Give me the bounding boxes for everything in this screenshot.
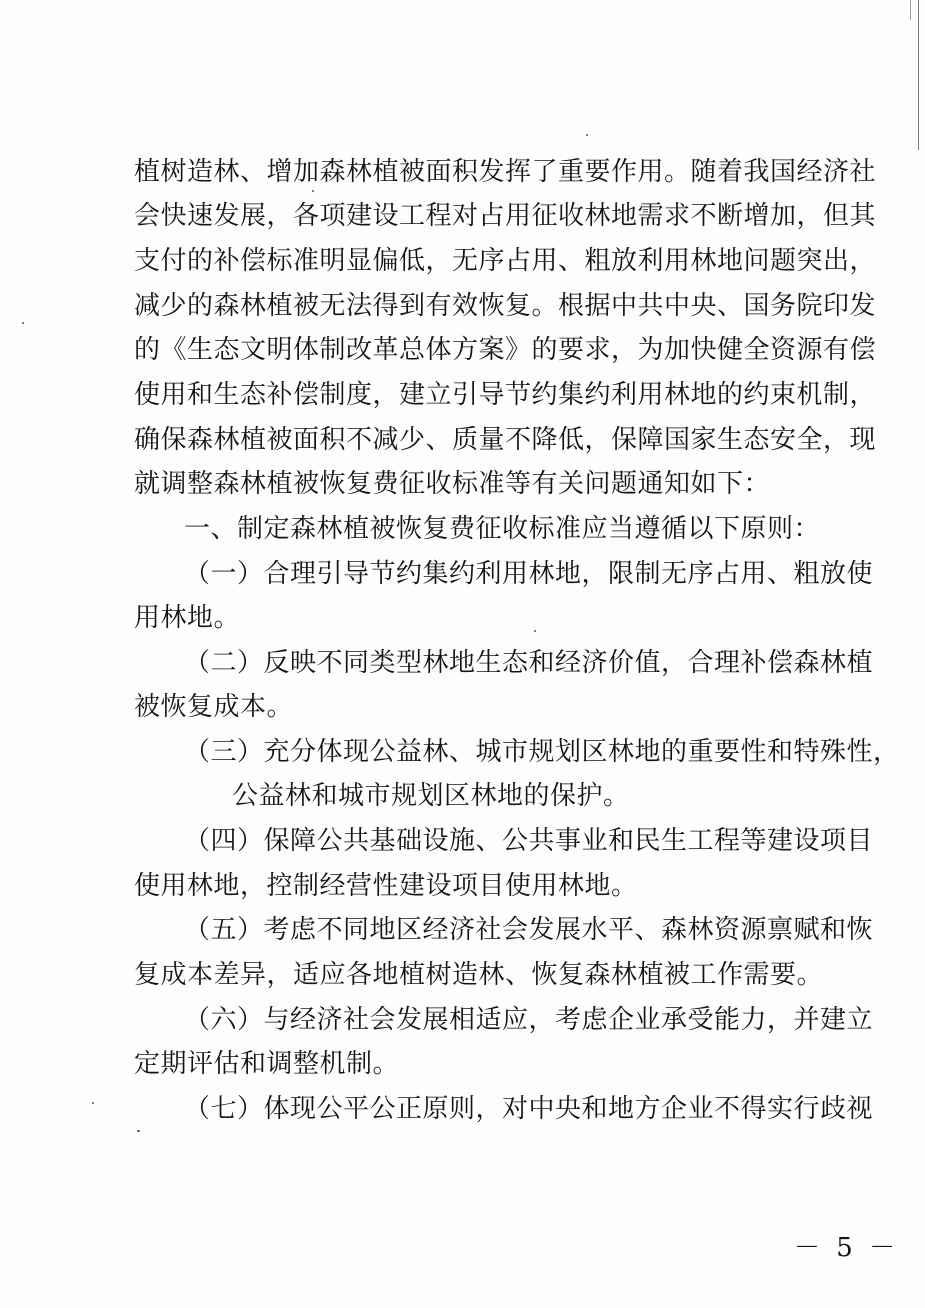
scan-edge-mark [910, 0, 911, 20]
text-line: （六）与经济社会发展相适应，考虑企业承受能力，并建立 [184, 1005, 874, 1035]
section-heading: 一、制定森林植被恢复费征收标准应当遵循以下原则： [184, 514, 821, 544]
text-line: 使用林地，控制经营性建设项目使用林地。 [134, 871, 638, 901]
text-line: 用林地。 [134, 603, 241, 633]
text-line: （一）合理引导节约集约利用林地，限制无序占用、粗放使 [184, 559, 874, 589]
text-line: （四）保障公共基础设施、公共事业和民生工程等建设项目 [184, 826, 874, 856]
text-line: 使用和生态补偿制度，建立引导节约集约利用林地的约束机制， [134, 380, 877, 410]
scan-speck [22, 322, 24, 324]
text-line: 会快速发展，各项建设工程对占用征收林地需求不断增加，但其 [134, 201, 877, 231]
scan-speck [534, 630, 536, 632]
scan-speck [586, 134, 588, 136]
text-line: （三）充分体现公益林、城市规划区林地的重要性和特殊性， [184, 737, 900, 767]
text-line: 的《生态文明体制改革总体方案》的要求，为加快健全资源有偿 [134, 335, 877, 365]
text-line: 公益林和城市规划区林地的保护。 [232, 781, 630, 811]
text-line: 减少的森林植被无法得到有效恢复。根据中共中央、国务院印发 [134, 291, 877, 321]
text-line: 植树造林、增加森林植被面积发挥了重要作用。随着我国经济社 [134, 157, 877, 187]
text-line: 就调整森林植被恢复费征收标准等有关问题通知如下： [134, 469, 771, 499]
text-line: （五）考虑不同地区经济社会发展水平、森林资源禀赋和恢 [184, 915, 874, 945]
text-line: 被恢复成本。 [134, 692, 294, 722]
scan-speck [137, 1130, 140, 1132]
scan-speck [92, 1102, 94, 1104]
text-line: 复成本差异，适应各地植树造林、恢复森林植被工作需要。 [134, 960, 824, 990]
scan-speck [312, 190, 314, 192]
text-line: 定期评估和调整机制。 [134, 1049, 400, 1079]
text-line: （七）体现公平公正原则，对中央和地方企业不得实行歧视 [184, 1094, 874, 1124]
text-line: （二）反映不同类型林地生态和经济价值，合理补偿森林植 [184, 648, 874, 678]
text-line: 支付的补偿标准明显偏低，无序占用、粗放利用林地问题突出， [134, 246, 877, 276]
text-line: 确保森林植被面积不减少、质量不降低，保障国家生态安全，现 [134, 425, 877, 455]
scan-edge-line [918, 0, 919, 150]
page-number: － 5 － [794, 1233, 900, 1263]
